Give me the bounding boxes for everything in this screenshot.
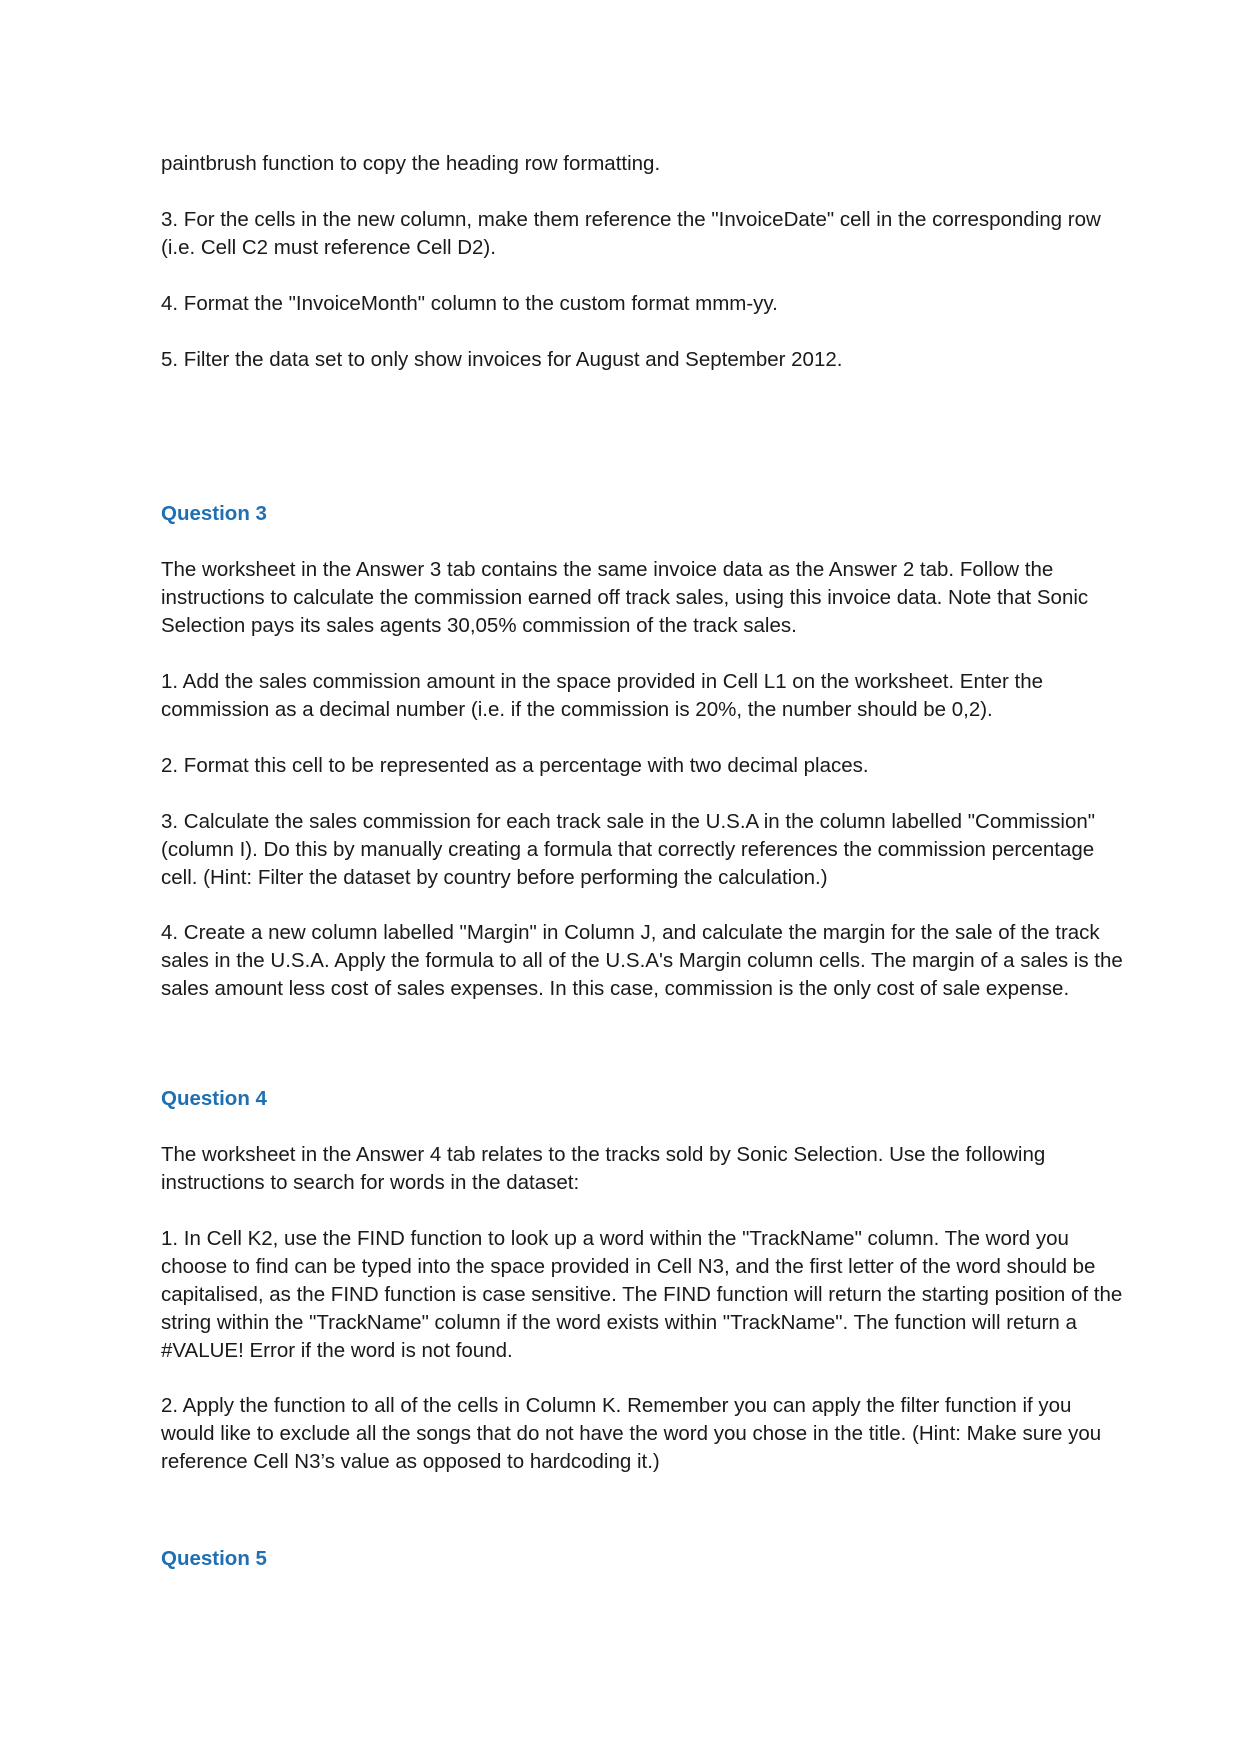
text-line: sales in the U.S.A. Apply the formula to all of the U.S.A's Margin column cells. The margin of a sales is the <box>161 949 1123 972</box>
question-3-item-2 <box>161 752 1151 780</box>
question-3-item-1 <box>161 668 1151 724</box>
text-line: sales amount less cost of sales expenses. In this case, commission is the only cost of sale expense. <box>161 977 1070 1000</box>
question-3-item-3 <box>161 808 1151 892</box>
text-line: would like to exclude all the songs that do not have the word you chose in the title. (Hint: Make sure you <box>161 1422 1102 1445</box>
question-2-continuation <box>161 150 1151 178</box>
text-line: 4. Create a new column labelled "Margin" in Column J, and calculate the margin for the sale of the track <box>161 921 1100 944</box>
text-line: 1. Add the sales commission amount in the space provided in Cell L1 on the worksheet. Enter the <box>161 670 1044 693</box>
text-line: commission as a decimal number (i.e. if the commission is 20%, the number should be 0,2). <box>161 698 993 721</box>
text-line: capitalised, as the FIND function is case sensitive. The FIND function will return the starting position of the <box>161 1283 1123 1306</box>
question-3-intro <box>161 556 1151 640</box>
text-line: cell. (Hint: Filter the dataset by country before performing the calculation.) <box>161 866 828 889</box>
text-line: choose to find can be typed into the space provided in Cell N3, and the first letter of the word should be <box>161 1255 1096 1278</box>
text-line: instructions to search for words in the dataset: <box>161 1171 580 1194</box>
question-2-item-5 <box>161 346 1151 374</box>
text-line: (i.e. Cell C2 must reference Cell D2). <box>161 236 496 259</box>
text-line: paintbrush function to copy the heading row formatting. <box>161 152 661 175</box>
question-4-heading: Question 4 <box>161 1087 267 1110</box>
text-line: instructions to calculate the commission earned off track sales, using this invoice data. Note that Sonic <box>161 586 1089 609</box>
text-line: 5. Filter the data set to only show invoices for August and September 2012. <box>161 348 843 371</box>
text-line: 3. For the cells in the new column, make them reference the "InvoiceDate" cell in the corresponding row <box>161 208 1101 231</box>
text-line: 2. Format this cell to be represented as a percentage with two decimal places. <box>161 754 869 777</box>
text-line: reference Cell N3’s value as opposed to hardcoding it.) <box>161 1450 660 1473</box>
question-2-item-4 <box>161 290 1151 318</box>
text-line: 1. In Cell K2, use the FIND function to look up a word within the "TrackName" column. The word you <box>161 1227 1069 1250</box>
question-5-heading: Question 5 <box>161 1547 267 1570</box>
question-4-intro <box>161 1141 1151 1197</box>
text-line: 3. Calculate the sales commission for each track sale in the U.S.A in the column labelled "Commission" <box>161 810 1096 833</box>
text-line: string within the "TrackName" column if the word exists within "TrackName". The function will return a <box>161 1311 1077 1334</box>
question-4-item-1 <box>161 1225 1151 1365</box>
text-line: 2. Apply the function to all of the cells in Column K. Remember you can apply the filter function if you <box>161 1394 1072 1417</box>
text-line: 4. Format the "InvoiceMonth" column to the custom format mmm-yy. <box>161 292 778 315</box>
text-line: The worksheet in the Answer 4 tab relates to the tracks sold by Sonic Selection. Use the following <box>161 1143 1046 1166</box>
text-line: The worksheet in the Answer 3 tab contains the same invoice data as the Answer 2 tab. Follow the <box>161 558 1054 581</box>
question-2-item-3 <box>161 206 1151 262</box>
question-3-heading: Question 3 <box>161 502 267 525</box>
question-4-item-2 <box>161 1392 1151 1476</box>
text-line: (column I). Do this by manually creating a formula that correctly references the commission percentage <box>161 838 1095 861</box>
text-line: Selection pays its sales agents 30,05% commission of the track sales. <box>161 614 797 637</box>
question-3-item-4 <box>161 919 1151 1003</box>
text-line: #VALUE! Error if the word is not found. <box>161 1339 513 1362</box>
